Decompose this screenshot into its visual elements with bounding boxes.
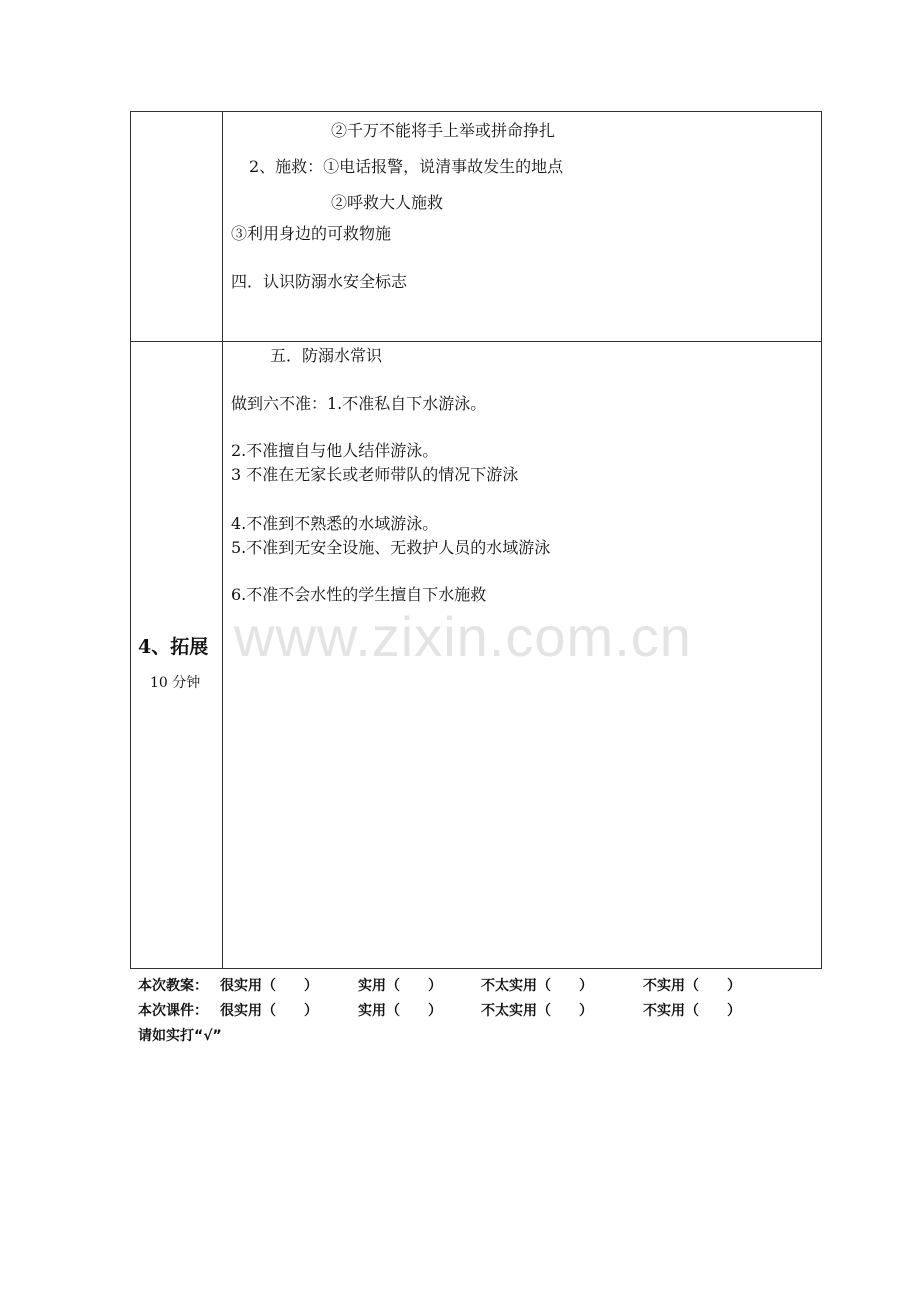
plan-option-not-useful[interactable]: 不实用（ ） xyxy=(643,978,741,994)
rescue-method-line: 2、施救：①电话报警，说清事故发生的地点 xyxy=(249,157,564,176)
table-bottom-border xyxy=(130,968,822,969)
table-right-border xyxy=(821,111,822,969)
rescue-call-adults-line: ②呼救大人施救 xyxy=(331,193,444,212)
rescue-tip-line: ②千万不能将手上举或拼命挣扎 xyxy=(331,121,556,140)
site-watermark: www.zixin.com.cn xyxy=(234,605,692,668)
plan-option-very-useful[interactable]: 很实用（ ） xyxy=(220,978,318,994)
rule-line-2: 2.不准擅自与他人结伴游泳。 xyxy=(231,441,439,460)
rule-line-3: 3 不准在无家长或老师带队的情况下游泳 xyxy=(231,465,519,484)
courseware-option-very-useful[interactable]: 很实用（ ） xyxy=(220,1003,318,1019)
plan-feedback-label: 本次教案： xyxy=(138,978,208,994)
courseware-option-useful[interactable]: 实用（ ） xyxy=(358,1003,442,1019)
section-four-heading: 四．认识防溺水安全标志 xyxy=(231,272,408,291)
courseware-feedback-label: 本次课件： xyxy=(138,1003,208,1019)
courseware-option-not-very-useful[interactable]: 不太实用（ ） xyxy=(481,1003,593,1019)
table-left-border xyxy=(130,111,131,969)
plan-option-useful[interactable]: 实用（ ） xyxy=(358,978,442,994)
rescue-use-objects-line: ③利用身边的可救物施 xyxy=(231,224,392,243)
rule-line-6: 6.不准不会水性的学生擅自下水施救 xyxy=(231,585,487,604)
courseware-option-not-useful[interactable]: 不实用（ ） xyxy=(643,1003,741,1019)
column-divider xyxy=(222,111,223,969)
row-divider xyxy=(130,341,822,342)
rule-line-5: 5.不准到无安全设施、无救护人员的水域游泳 xyxy=(231,538,551,557)
stage-title: 4、拓展 xyxy=(138,636,209,658)
stage-duration: 10 分钟 xyxy=(150,675,201,691)
rule-line-4: 4.不准到不熟悉的水域游泳。 xyxy=(231,514,439,533)
section-five-heading: 五．防溺水常识 xyxy=(270,346,383,365)
table-top-border xyxy=(130,111,822,112)
rule-line-1: 做到六不准：1.不准私自下水游泳。 xyxy=(231,394,487,413)
plan-option-not-very-useful[interactable]: 不太实用（ ） xyxy=(481,978,593,994)
feedback-instruction: 请如实打“√” xyxy=(138,1028,222,1044)
